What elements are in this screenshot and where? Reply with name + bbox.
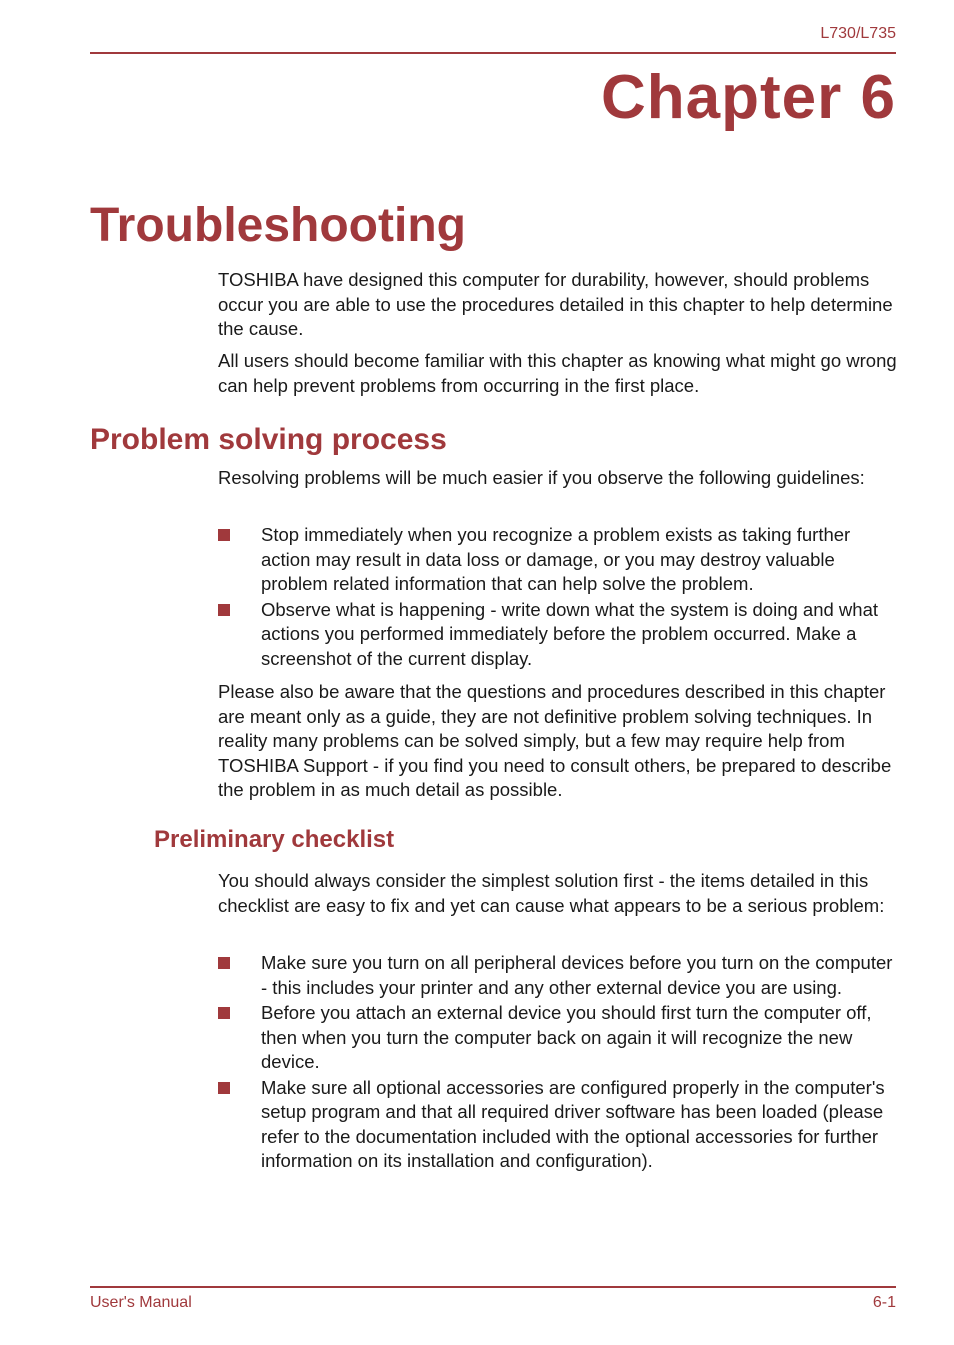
problem-solving-intro: Resolving problems will be much easier if you observe the following guidelines: — [218, 467, 865, 488]
subsection-heading-preliminary-checklist: Preliminary checklist — [154, 826, 395, 853]
list-item-text: Make sure all optional accessories are configured properly in the computer's setup program and that all required driver software has been loaded (please refer to the documentation included with the optional accessories for further information on its installation and configuration). — [261, 1076, 885, 1171]
intro-paragraph-1: TOSHIBA have designed this computer for durability, however, should problems occur you are able to use the procedures detailed in this chapter to help determine the cause. — [218, 269, 893, 339]
list-item — [218, 951, 898, 1000]
footer-page-number: 6-1 — [872, 1294, 896, 1311]
list-item — [218, 523, 898, 597]
list-item — [218, 598, 898, 672]
list-item-text: Make sure you turn on all peripheral devices before you turn on the computer - this includes your printer and any other external device you are using. — [261, 952, 893, 998]
page-title: Troubleshooting — [90, 199, 466, 252]
header-model-number: L730/L735 — [820, 25, 896, 42]
footer-manual-label: User's Manual — [90, 1294, 192, 1311]
bullet-square-icon — [218, 1082, 230, 1094]
footer-rule — [90, 1286, 896, 1288]
bullet-square-icon — [218, 957, 230, 969]
list-item-text: Observe what is happening - write down what the system is doing and what actions you performed immediately before the problem occurred. Make a screenshot of the current display. — [261, 598, 878, 669]
checklist-list — [218, 951, 898, 1175]
checklist-intro: You should always consider the simplest solution first - the items detailed in this checklist are easy to fix and yet can cause what appears to be a serious problem: — [218, 870, 885, 916]
bullet-square-icon — [218, 529, 230, 541]
list-item-text: Stop immediately when you recognize a problem exists as taking further action may result in data loss or damage, or you may destroy valuable problem related information that can help solve the problem. — [261, 524, 851, 594]
problem-solving-closing: Please also be aware that the questions and procedures described in this chapter are meant only as a guide, they are not definitive problem solving techniques. In reality many problems can be solved simply, but a few may require help from TOSHIBA Support - if you find you need to consult others, be prepared to describe the problem in as much detail as possible. — [218, 681, 892, 800]
header-rule — [90, 52, 896, 54]
list-item — [218, 1001, 898, 1075]
problem-solving-list — [218, 523, 898, 672]
list-item — [218, 1076, 898, 1174]
section-heading-problem-solving: Problem solving process — [90, 423, 447, 456]
intro-paragraph-2: All users should become familiar with this chapter as knowing what might go wrong can help prevent problems from occurring in the first place. — [218, 350, 897, 396]
chapter-label: Chapter 6 — [601, 63, 896, 132]
list-item-text: Before you attach an external device you should first turn the computer off, then when you turn the computer back on again it will recognize the new device. — [261, 1002, 872, 1072]
bullet-square-icon — [218, 604, 230, 616]
bullet-square-icon — [218, 1007, 230, 1019]
